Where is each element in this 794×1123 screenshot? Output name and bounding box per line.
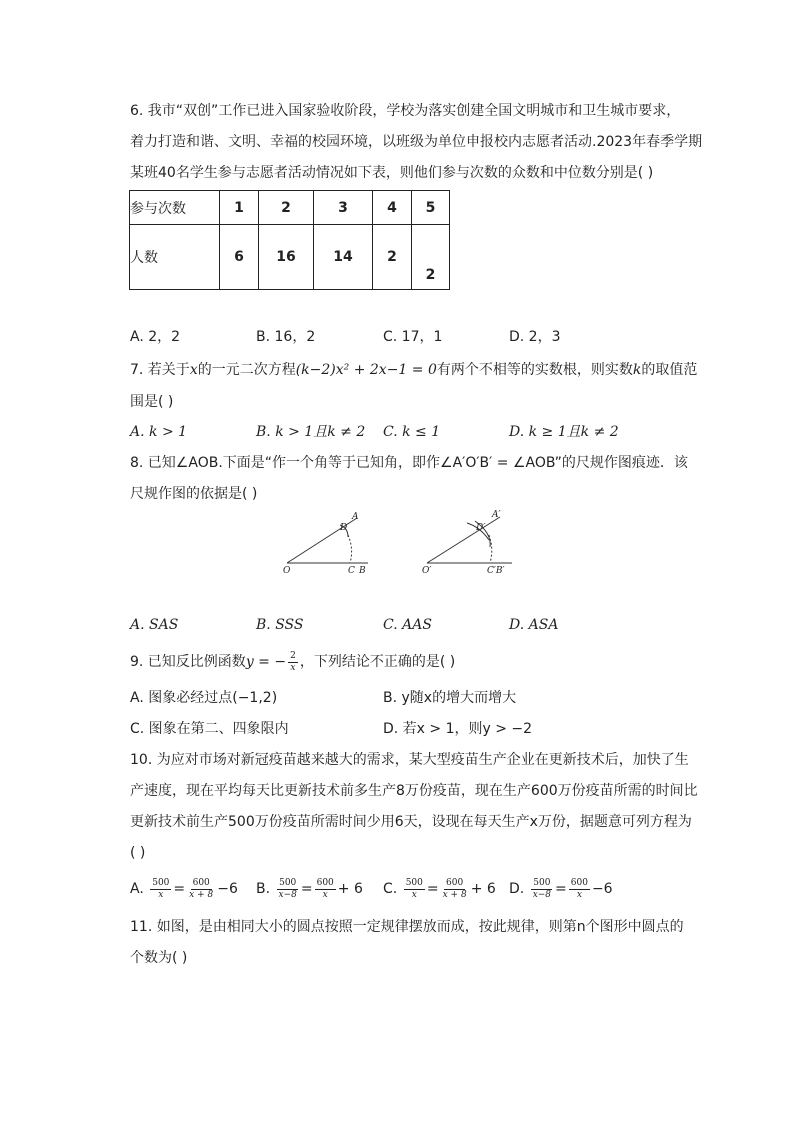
label-c: C <box>348 566 355 576</box>
frac-denominator: x <box>290 662 296 673</box>
frac-numerator: 500 <box>279 877 297 888</box>
fraction <box>569 878 590 901</box>
q6-stem-line1: 6. 我市“双创”工作已进入国家验收阶段，学校为落实创建全国文明城市和卫生城市要求， <box>130 103 681 119</box>
q7-option-b[interactable]: B. k > 1且k ≠ 2 <box>256 424 366 440</box>
q7-var-k: k <box>632 362 642 378</box>
fraction <box>150 878 171 901</box>
equals-sign: = <box>426 881 439 897</box>
q7-mid1: 的一元二次方程 <box>197 362 296 378</box>
q9-prefix: 9. 已知反比例函数 <box>130 654 246 670</box>
q6-stem-line3: 某班40名学生参与志愿者活动情况如下表，则他们参与次数的众数和中位数分别是( ) <box>130 165 654 181</box>
q6-option-c[interactable]: C. 17，1 <box>383 329 443 345</box>
q7-option-c[interactable]: C. k ≤ 1 <box>383 424 441 440</box>
label-a: A <box>352 512 359 522</box>
frac-denominator: x <box>158 889 164 900</box>
frac-denominator: x−8 <box>278 889 297 900</box>
q6-stem-line2: 着力打造和谐、文明、幸福的校园环境，以班级为单位申报校内志愿者活动.2023年春季学期 <box>130 134 703 150</box>
label-b: B <box>359 566 366 576</box>
fraction <box>531 878 553 901</box>
frac-numerator: 500 <box>533 877 551 888</box>
q7-stem-line2: 围是( ) <box>130 394 174 410</box>
table-header-cell: 3 <box>314 191 373 225</box>
q7-suffix: 的取值范 <box>641 362 698 378</box>
equals-sign: = <box>300 881 313 897</box>
equals-sign: = <box>555 881 567 897</box>
q7-stem-line1 <box>130 360 697 380</box>
q9-option-d[interactable]: D. 若x > 1，则y > −2 <box>383 721 533 737</box>
frac-denominator: x + 8 <box>442 889 467 900</box>
q8-construction-figure <box>270 505 530 585</box>
dashed-arc-left <box>348 535 352 563</box>
label-a-prime: A′ <box>492 510 501 520</box>
frac-numerator: 600 <box>192 877 210 888</box>
tail: + 6 <box>470 881 496 897</box>
q10-stem-line3: 更新技术前生产500万份疫苗所需时间少用6天，设现在每天生产x万份，据题意可列方程为 <box>130 814 692 830</box>
frac-denominator: x + 8 <box>189 889 214 900</box>
q10-stem-line1: 10. 为应对市场对新冠疫苗越来越大的需求，某大型疫苗生产企业在更新技术后，加快了生 <box>130 752 689 768</box>
q6-data-table <box>129 190 450 290</box>
table-cell: 2 <box>412 225 450 290</box>
fraction <box>187 878 215 901</box>
option-letter: A. <box>130 881 144 897</box>
q10-option-b[interactable] <box>256 876 363 902</box>
table-header-cell: 1 <box>220 191 259 225</box>
q8-stem-line1: 8. 已知∠AOB.下面是“作一个角等于已知角，即作∠A′O′B′ = ∠AOB”的尺规作图痕迹．该 <box>130 455 688 471</box>
q9-suffix: ，下列结论不正确的是( ) <box>299 654 456 670</box>
label-o: O <box>283 566 291 576</box>
q9-stem <box>130 650 455 674</box>
fraction <box>315 878 336 901</box>
table-header-cell: 5 <box>412 191 450 225</box>
q6-option-a[interactable]: A. 2，2 <box>130 329 181 345</box>
table-cell: 2 <box>373 225 412 290</box>
fraction <box>404 878 425 901</box>
frac-numerator: 600 <box>446 877 464 888</box>
q9-function: y = − <box>245 654 287 670</box>
q9-option-c[interactable]: C. 图象在第二、四象限内 <box>130 721 289 737</box>
frac-numerator: 500 <box>152 877 170 888</box>
q9-option-a[interactable]: A. 图象必经过点(−1,2) <box>130 690 278 706</box>
q10-option-a[interactable] <box>130 876 238 902</box>
frac-numerator: 500 <box>405 877 423 888</box>
q7-equation: (k−2)x² + 2x−1 = 0 <box>295 362 437 378</box>
table-row-label-times: 参与次数 <box>130 191 220 225</box>
q10-option-d[interactable] <box>509 876 613 902</box>
q9-fraction <box>288 651 298 674</box>
table-header-cell: 2 <box>259 191 314 225</box>
q8-option-c[interactable]: C. AAS <box>383 617 432 633</box>
frac-numerator: 600 <box>316 877 334 888</box>
q8-option-d[interactable]: D. ASA <box>509 617 559 633</box>
q9-option-b[interactable]: B. y随x的增大而增大 <box>383 690 517 706</box>
option-letter: D. <box>509 881 525 897</box>
q6-option-b[interactable]: B. 16，2 <box>256 329 316 345</box>
q8-option-a[interactable]: A. SAS <box>130 617 179 633</box>
q7-prefix: 7. 若关于 <box>130 362 190 378</box>
fraction <box>277 878 299 901</box>
q6-option-d[interactable]: D. 2，3 <box>509 329 561 345</box>
frac-denominator: x <box>322 889 328 900</box>
ray-o2a2 <box>427 517 500 563</box>
table-header-cell: 4 <box>373 191 412 225</box>
label-c-b-prime: C′B′ <box>487 566 505 576</box>
q10-stem-line2: 产速度，现在平均每天比更新技术前多生产8万份疫苗，现在生产600万份疫苗所需的时间比 <box>130 783 698 799</box>
table-cell: 14 <box>314 225 373 290</box>
q7-option-a[interactable]: A. k > 1 <box>130 424 188 440</box>
q10-option-c[interactable] <box>383 876 496 902</box>
table-cell: 16 <box>259 225 314 290</box>
fraction <box>441 878 469 901</box>
option-letter: B. <box>256 881 271 897</box>
tail: −6 <box>217 881 238 897</box>
frac-numerator: 2 <box>290 650 296 661</box>
label-d-prime: D′ <box>476 523 486 533</box>
equals-sign: = <box>173 881 186 897</box>
tail: −6 <box>591 881 613 897</box>
q11-stem-line1: 11. 如图，是由相同大小的圆点按照一定规律摆放而成，按此规律，则第n个图形中圆点的 <box>130 919 684 935</box>
option-letter: C. <box>383 881 398 897</box>
table-cell: 6 <box>220 225 259 290</box>
frac-numerator: 600 <box>570 877 588 888</box>
frac-denominator: x−8 <box>532 889 552 900</box>
q7-option-d[interactable]: D. k ≥ 1且k ≠ 2 <box>509 424 619 440</box>
label-d: D <box>340 523 348 533</box>
frac-denominator: x <box>411 889 417 900</box>
q10-stem-line4: ( ) <box>130 845 146 861</box>
q7-var-x: x <box>189 362 198 378</box>
tail: + 6 <box>337 881 363 897</box>
table-row-label-people: 人数 <box>130 225 220 290</box>
q8-option-b[interactable]: B. SSS <box>256 617 304 633</box>
frac-denominator: x <box>576 889 582 900</box>
q11-stem-line2: 个数为( ) <box>130 950 188 966</box>
q7-mid2: 有两个不相等的实数根，则实数 <box>436 362 633 378</box>
q8-stem-line2: 尺规作图的依据是( ) <box>130 486 258 502</box>
label-o-prime: O′ <box>422 566 432 576</box>
